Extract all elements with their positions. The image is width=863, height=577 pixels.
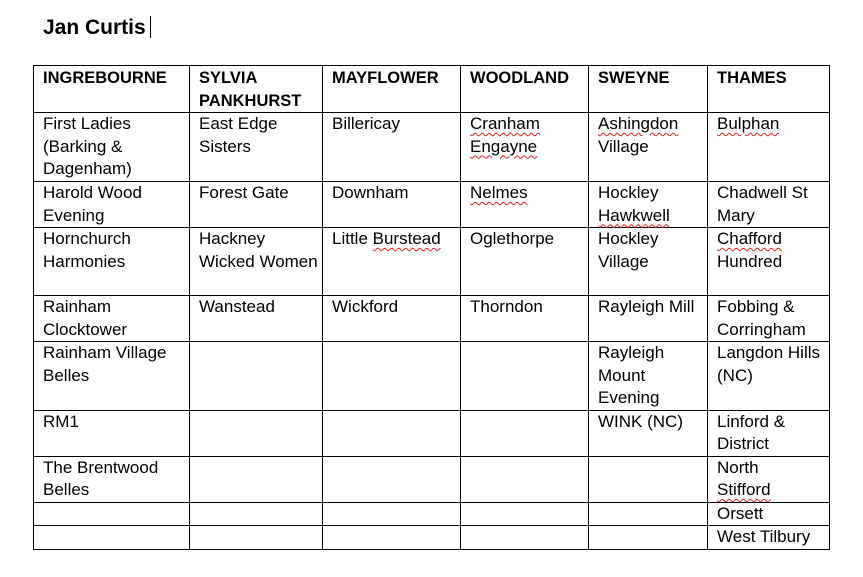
cell-text: Hundred xyxy=(717,251,783,271)
table-cell[interactable]: Fobbing & Corringham xyxy=(708,296,830,342)
table-header-row xyxy=(34,66,830,113)
table-cell[interactable] xyxy=(708,228,830,296)
misspelled-word: Engayne xyxy=(470,136,538,156)
table-row xyxy=(34,228,830,296)
table-cell[interactable] xyxy=(323,410,461,456)
table-cell[interactable]: Rainham Village Belles xyxy=(34,342,190,411)
misspelled-word: Ashingdon xyxy=(598,114,679,133)
misspelled-word: Chafford xyxy=(717,229,782,248)
table-cell[interactable]: Rainham Clocktower xyxy=(34,296,190,342)
table-cell[interactable]: Hockley Village xyxy=(589,228,708,296)
table-cell[interactable] xyxy=(589,502,708,526)
table-cell[interactable] xyxy=(190,410,323,456)
table-cell[interactable]: Downham xyxy=(323,182,461,228)
table-cell[interactable]: East Edge Sisters xyxy=(190,113,323,182)
misspelled-word: Bulphan xyxy=(717,114,780,133)
cell-text: Little xyxy=(332,229,373,248)
misspelled-word: Burstead xyxy=(372,229,441,248)
table-cell[interactable] xyxy=(461,342,589,411)
table-cell[interactable]: Chadwell St Mary xyxy=(708,182,830,228)
table-row xyxy=(34,502,830,526)
table-cell[interactable]: West Tilbury xyxy=(708,526,830,550)
table-cell[interactable]: Orsett xyxy=(708,502,830,526)
table-cell[interactable]: Wickford xyxy=(323,296,461,342)
table-cell[interactable]: Linford & District xyxy=(708,410,830,456)
table-cell[interactable] xyxy=(323,502,461,526)
table-cell[interactable] xyxy=(323,456,461,502)
table-cell[interactable]: Rayleigh Mill xyxy=(589,296,708,342)
document-title[interactable] xyxy=(43,15,151,41)
table-cell[interactable] xyxy=(34,502,190,526)
table-cell[interactable] xyxy=(461,456,589,502)
misspelled-word: Hawkwell xyxy=(598,205,670,225)
cell-text: Hockley xyxy=(598,183,659,202)
table-cell[interactable] xyxy=(461,502,589,526)
header-cell[interactable]: INGREBOURNE xyxy=(34,66,190,113)
table-cell[interactable] xyxy=(461,410,589,456)
table-cell[interactable] xyxy=(190,526,323,550)
table-cell[interactable] xyxy=(323,342,461,411)
misspelled-word: Nelmes xyxy=(470,183,528,202)
cell-text: Village xyxy=(598,136,649,156)
header-cell[interactable]: WOODLAND xyxy=(461,66,589,113)
misspelled-word: Stifford xyxy=(717,480,771,499)
table-cell[interactable] xyxy=(190,502,323,526)
text-cursor xyxy=(150,16,151,38)
table-cell[interactable] xyxy=(589,456,708,502)
table-cell[interactable] xyxy=(190,342,323,411)
table-cell[interactable]: WINK (NC) xyxy=(589,410,708,456)
header-cell[interactable]: SYLVIA PANKHURST xyxy=(190,66,323,113)
table-cell[interactable]: Hornchurch Harmonies xyxy=(34,228,190,296)
misspelled-word: Cranham xyxy=(470,114,540,133)
table-cell[interactable] xyxy=(323,228,461,296)
cell-text: North xyxy=(717,457,759,477)
table-cell[interactable]: Langdon Hills (NC) xyxy=(708,342,830,411)
table-cell[interactable] xyxy=(34,526,190,550)
table-cell[interactable] xyxy=(461,526,589,550)
table-row xyxy=(34,182,830,228)
table-cell[interactable]: Wanstead xyxy=(190,296,323,342)
table-cell[interactable] xyxy=(461,182,589,228)
table-cell[interactable]: The Brentwood Belles xyxy=(34,456,190,502)
header-cell[interactable]: SWEYNE xyxy=(589,66,708,113)
table-cell[interactable] xyxy=(589,182,708,228)
table-cell[interactable] xyxy=(708,113,830,182)
table-cell[interactable]: RM1 xyxy=(34,410,190,456)
table-cell[interactable]: First Ladies (Barking & Dagenham) xyxy=(34,113,190,182)
table-cell[interactable] xyxy=(589,113,708,182)
table-row xyxy=(34,456,830,502)
document-title-text: Jan Curtis xyxy=(43,16,146,39)
table-cell[interactable] xyxy=(323,526,461,550)
header-cell[interactable]: THAMES xyxy=(708,66,830,113)
table-row xyxy=(34,113,830,182)
groups-table xyxy=(33,65,830,550)
table-row xyxy=(34,342,830,411)
table-cell[interactable]: Hackney Wicked Women xyxy=(190,228,323,296)
table-cell[interactable]: Rayleigh Mount Evening xyxy=(589,342,708,411)
table-cell[interactable]: Billericay xyxy=(323,113,461,182)
header-cell[interactable]: MAYFLOWER xyxy=(323,66,461,113)
table-row xyxy=(34,410,830,456)
table-cell[interactable] xyxy=(190,456,323,502)
table-row xyxy=(34,296,830,342)
table-cell[interactable]: Oglethorpe xyxy=(461,228,589,296)
table-cell[interactable]: Harold Wood Evening xyxy=(34,182,190,228)
table-cell[interactable] xyxy=(708,456,830,502)
table-cell[interactable] xyxy=(461,113,589,182)
table-row xyxy=(34,526,830,550)
table-cell[interactable]: Forest Gate xyxy=(190,182,323,228)
table-cell[interactable]: Thorndon xyxy=(461,296,589,342)
table-cell[interactable] xyxy=(589,526,708,550)
